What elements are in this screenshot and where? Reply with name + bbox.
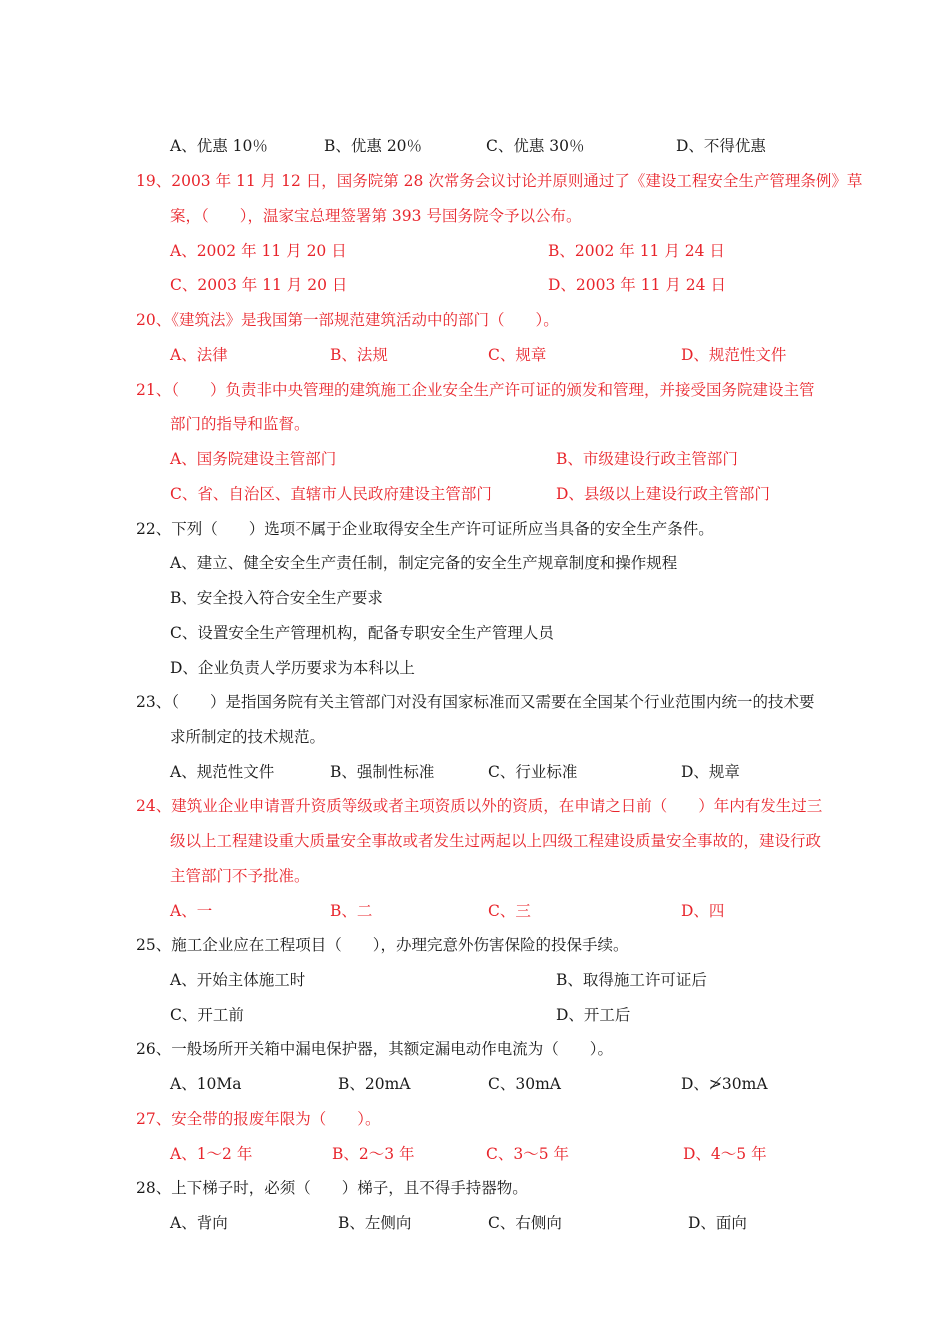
q28-option-b: B、左侧向 [338,1214,412,1232]
q27-option-a: A、1～2 年 [170,1145,253,1163]
q25-option-b: B、取得施工许可证后 [556,971,707,989]
q23-question-line1: 23、（ ）是指国务院有关主管部门对没有国家标准而又需要在全国某个行业范围内统一的技术要 [136,693,815,711]
q24-question-line1: 24、建筑业企业申请晋升资质等级或者主项资质以外的资质，在申请之日前（ ）年内有发生过三 [136,797,823,815]
q21-question-line2: 部门的指导和监督。 [170,415,310,433]
q21-option-a: A、国务院建设主管部门 [170,450,337,468]
q21-options-row1 [0,444,950,474]
q27-options [0,1139,950,1169]
q28-option-c: C、右侧向 [488,1214,562,1232]
q26-question: 26、一般场所开关箱中漏电保护器，其额定漏电动作电流为（ ）。 [136,1040,613,1058]
q21-option-c: C、省、自治区、直辖市人民政府建设主管部门 [170,485,492,503]
q19-options-row1 [0,236,950,266]
q25-option-c: C、开工前 [170,1006,244,1024]
q26-option-d: D、≯30mA [681,1075,768,1093]
q22-option-b: B、安全投入符合安全生产要求 [170,589,383,607]
q25-option-d: D、开工后 [556,1006,631,1024]
q20-option-a: A、法律 [170,346,228,364]
q28-options [0,1208,950,1238]
q19-question-line1: 19、2003 年 11 月 12 日，国务院第 28 次常务会议讨论并原则通过了《建设工程安全生产管理条例》草 [136,172,863,190]
q23-options [0,757,950,787]
q19-option-b: B、2002 年 11 月 24 日 [548,242,725,260]
q19-option-c: C、2003 年 11 月 20 日 [170,276,348,294]
q23-option-d: D、规章 [681,763,740,781]
q27-option-b: B、2～3 年 [332,1145,415,1163]
q20-option-d: D、规范性文件 [681,346,787,364]
q22-question: 22、下列（ ）选项不属于企业取得安全生产许可证所应当具备的安全生产条件。 [136,520,714,538]
q23-question-line2: 求所制定的技术规范。 [170,728,326,746]
q26-option-b: B、20mA [338,1075,411,1093]
q21-options-row2 [0,479,950,509]
q24-question-line3: 主管部门不予批准。 [170,867,310,885]
q28-question: 28、上下梯子时，必须（ ）梯子，且不得手持器物。 [136,1179,528,1197]
q22-option-d: D、企业负责人学历要求为本科以上 [170,659,415,677]
q28-option-d: D、面向 [688,1214,747,1232]
q21-question-line1: 21、（ ）负责非中央管理的建筑施工企业安全生产许可证的颁发和管理，并接受国务院建设主管 [136,381,815,399]
q18-option-a: A、优惠 10％ [170,137,268,155]
q25-options-row1 [0,965,950,995]
q23-option-c: C、行业标准 [488,763,578,781]
q23-option-a: A、规范性文件 [170,763,275,781]
q24-option-c: C、三 [488,902,531,920]
q20-option-b: B、法规 [330,346,388,364]
q19-question-line2: 案，（ ），温家宝总理签署第 393 号国务院令予以公布。 [170,207,582,225]
q26-options [0,1069,950,1099]
q20-options [0,340,950,370]
q25-option-a: A、开始主体施工时 [170,971,306,989]
q24-option-d: D、四 [681,902,725,920]
q24-option-b: B、二 [330,902,373,920]
q21-option-d: D、县级以上建设行政主管部门 [556,485,770,503]
q27-option-d: D、4～5 年 [683,1145,767,1163]
q20-option-c: C、规章 [488,346,547,364]
q25-question: 25、施工企业应在工程项目（ ），办理完意外伤害保险的投保手续。 [136,936,629,954]
q24-options [0,896,950,926]
q27-option-c: C、3～5 年 [486,1145,570,1163]
q24-option-a: A、一 [170,902,213,920]
q25-options-row2 [0,1000,950,1030]
q20-question: 20、《建筑法》是我国第一部规范建筑活动中的部门（ ）。 [136,311,559,329]
q18-options [0,131,950,161]
q26-option-c: C、30mA [488,1075,561,1093]
q19-option-a: A、2002 年 11 月 20 日 [170,242,347,260]
q21-option-b: B、市级建设行政主管部门 [556,450,738,468]
q27-question: 27、安全带的报废年限为（ ）。 [136,1110,381,1128]
q18-option-d: D、不得优惠 [676,137,766,155]
q26-option-a: A、10Ma [170,1075,242,1093]
q19-options-row2 [0,270,950,300]
q22-option-c: C、设置安全生产管理机构，配备专职安全生产管理人员 [170,624,554,642]
q18-option-c: C、优惠 30％ [486,137,585,155]
q24-question-line2: 级以上工程建设重大质量安全事故或者发生过两起以上四级工程建设质量安全事故的，建设行政 [170,832,822,850]
q22-option-a: A、建立、健全安全生产责任制，制定完备的安全生产规章制度和操作规程 [170,554,678,572]
q23-option-b: B、强制性标准 [330,763,435,781]
q19-option-d: D、2003 年 11 月 24 日 [548,276,726,294]
q28-option-a: A、背向 [170,1214,228,1232]
q18-option-b: B、优惠 20％ [324,137,423,155]
